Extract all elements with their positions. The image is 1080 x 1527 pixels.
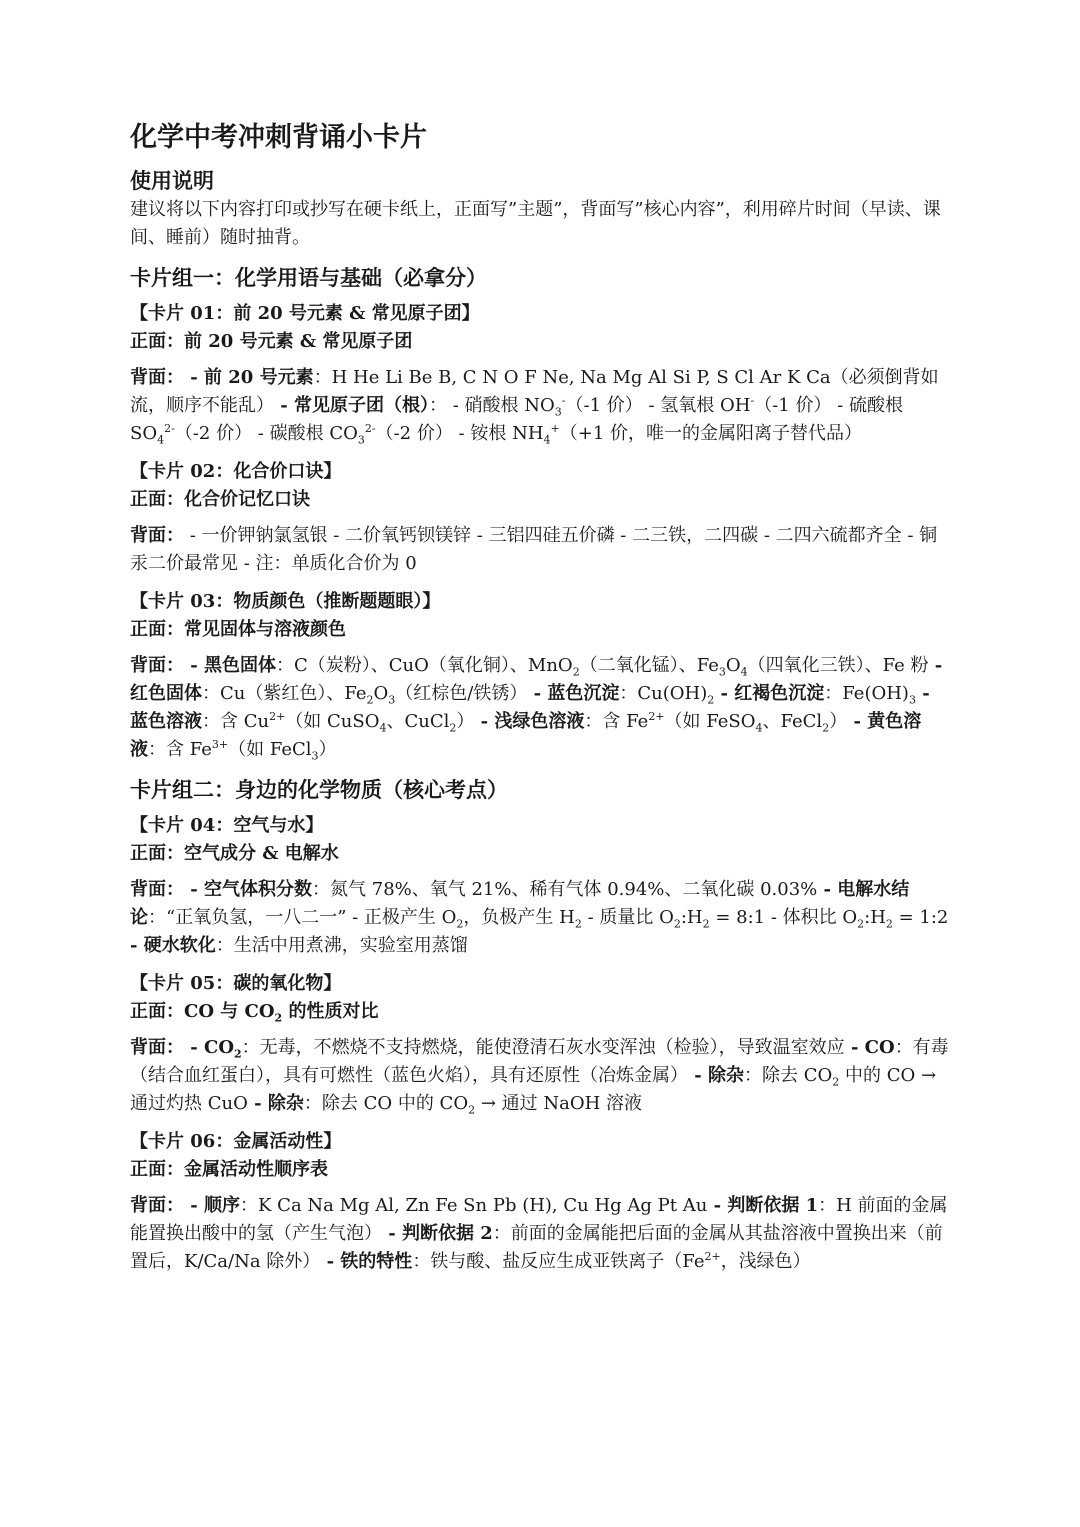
card-front: 正面：金属活动性顺序表 — [130, 1159, 328, 1180]
text-segment: （-2 价） - 碳酸根 CO — [174, 423, 358, 444]
text-segment: = 1:2 — [892, 907, 949, 928]
subscript: 3 — [554, 405, 562, 419]
card-front — [130, 998, 950, 1026]
subscript: 4 — [755, 721, 763, 735]
bold-term: 背面： — [130, 655, 184, 676]
text-segment: ：Fe(OH) — [824, 683, 909, 704]
card-title: 【卡片 02：化合价口诀】 — [130, 461, 342, 482]
text-segment: ：前面的金属能把后面的金属从其盐溶液中置换出来（前置后，K/Ca/Na 除外） — [130, 1223, 943, 1272]
text-segment: ：含 Fe — [148, 739, 212, 760]
card-title: 【卡片 04：空气与水】 — [130, 815, 324, 836]
bold-term: - 常见原子团（根） — [274, 395, 430, 416]
subscript: 3 — [357, 433, 365, 447]
bold-term: - 红褐色沉淀 — [714, 683, 825, 704]
text-segment: ：K Ca Na Mg Al, Zn Fe Sn Pb (H), Cu Hg Ag Pt Au — [240, 1195, 708, 1216]
subscript: 4 — [740, 665, 748, 679]
text-segment: O — [373, 683, 389, 704]
bold-term: - 蓝色溶液 — [130, 683, 930, 732]
superscript: 2+ — [648, 710, 665, 723]
subscript: 2 — [885, 917, 893, 931]
flash-card — [130, 812, 950, 960]
card-back — [130, 1034, 950, 1118]
bold-term: - 顺序 — [184, 1195, 241, 1216]
card-back — [130, 364, 950, 448]
bold-term: 背面： — [130, 1195, 184, 1216]
text-segment: 的性质对比 — [282, 1001, 379, 1022]
text-segment: 、CuCl — [386, 711, 450, 732]
bold-term: - CO — [184, 1037, 235, 1058]
subscript: 2 — [366, 693, 374, 707]
subscript: 2 — [572, 665, 580, 679]
subscript: 3 — [311, 749, 319, 763]
superscript: 3+ — [211, 738, 229, 751]
text-segment: ：除去 CO — [744, 1065, 833, 1086]
text-segment: ：无毒，不燃烧不支持燃烧，能使澄清石灰水变浑浊（检验），导致温室效应 — [241, 1037, 845, 1058]
subscript: 4 — [157, 433, 165, 447]
flash-card — [130, 588, 950, 764]
bold-term: - 判断依据 2 — [382, 1223, 493, 1244]
text-segment: ： - 硝酸根 NO — [429, 395, 555, 416]
bold-term: 背面： — [130, 525, 184, 546]
card-back — [130, 522, 950, 578]
superscript: + — [550, 422, 560, 435]
subscript: 4 — [543, 433, 551, 447]
text-segment: - 质量比 O — [581, 907, 674, 928]
bold-term: - 前 20 号元素 — [184, 367, 314, 388]
text-segment: （如 CuSO — [285, 711, 380, 732]
superscript: - — [750, 394, 755, 407]
text-segment: ） — [456, 711, 475, 732]
bold-term: 背面： — [130, 367, 184, 388]
text-segment: = 8:1 - 体积比 O — [709, 907, 858, 928]
flash-card — [130, 300, 950, 448]
card-front: 正面：空气成分 & 电解水 — [130, 843, 339, 864]
text-segment: ） — [829, 711, 848, 732]
bold-term: - 黄色溶液 — [130, 711, 922, 760]
text-segment: ：C（炭粉）、CuO（氧化铜）、MnO — [276, 655, 573, 676]
flash-card — [130, 458, 950, 578]
text-segment: （四氧化三铁）、Fe 粉 — [747, 655, 929, 676]
text-segment: ：H He Li Be B, C N O F Ne, Na Mg Al Si P, S Cl Ar K Ca（必须倒背如流，顺序不能乱） — [130, 367, 939, 416]
subscript: 2 — [468, 1103, 476, 1117]
subscript: 2 — [673, 917, 681, 931]
card-front: 正面：前 20 号元素 & 常见原子团 — [130, 331, 413, 352]
superscript: 2+ — [269, 710, 286, 723]
intro-heading: 使用说明 — [130, 168, 214, 193]
intro-text: 建议将以下内容打印或抄写在硬卡纸上，正面写”主题”，背面写”核心内容”，利用碎片时间（早读、课间、睡前）随时抽背。 — [130, 199, 941, 248]
card-group-heading: 卡片组二：身边的化学物质（核心考点） — [130, 777, 508, 802]
text-segment: ：Cu(OH) — [619, 683, 708, 704]
text-segment: （如 FeCl — [228, 739, 312, 760]
text-segment: （红棕色/铁锈） — [395, 683, 528, 704]
card-title: 【卡片 06：金属活动性】 — [130, 1131, 342, 1152]
card-title: 【卡片 01：前 20 号元素 & 常见原子团】 — [130, 303, 480, 324]
card-groups — [130, 262, 950, 1276]
text-segment: （-1 价） - 氢氧根 OH — [565, 395, 751, 416]
card-title: 【卡片 03：物质颜色（推断题题眼）】 — [130, 591, 441, 612]
text-segment: （如 FeSO — [664, 711, 756, 732]
bold-term: - CO — [844, 1037, 895, 1058]
card-back — [130, 652, 950, 764]
bold-term: - 电解水结论 — [130, 879, 910, 928]
subscript: 2 — [456, 917, 464, 931]
subscript: 2 — [707, 693, 715, 707]
bold-term: - 铁的特性 — [320, 1251, 413, 1272]
superscript: 2- — [164, 422, 175, 435]
subscript: 2 — [822, 721, 830, 735]
text-segment: ：有毒（结合血红蛋白），具有可燃性（蓝色火焰），具有还原性（冶炼金属） — [130, 1037, 949, 1086]
subscript: 2 — [234, 1047, 242, 1061]
text-segment: （-2 价） - 铵根 NH — [375, 423, 544, 444]
flash-card — [130, 1128, 950, 1276]
subscript: 2 — [832, 1075, 840, 1089]
bold-term: 背面： — [130, 879, 184, 900]
bold-term: - 空气体积分数 — [184, 879, 313, 900]
text-segment: :H — [864, 907, 886, 928]
text-segment: 、FeCl — [762, 711, 823, 732]
card-back — [130, 1192, 950, 1276]
superscript: 2+ — [704, 1250, 721, 1263]
text-segment: → 通过 NaOH 溶液 — [475, 1093, 642, 1114]
subscript: 2 — [274, 1011, 283, 1025]
text-segment: ：生活中用煮沸，实验室用蒸馏 — [215, 935, 468, 956]
text-segment: （+1 价，唯一的金属阳离子替代品） — [559, 423, 863, 444]
superscript: - — [561, 394, 566, 407]
subscript: 2 — [574, 917, 582, 931]
text-segment: ，负极产生 H — [463, 907, 575, 928]
text-segment: ） — [318, 739, 337, 760]
text-segment: ：含 Cu — [202, 711, 270, 732]
bold-term: - 黑色固体 — [184, 655, 277, 676]
card-front: 正面：常见固体与溶液颜色 — [130, 619, 346, 640]
text-segment: :H — [680, 907, 703, 928]
bold-term: - 判断依据 1 — [707, 1195, 819, 1216]
bold-term: - 除杂 — [247, 1093, 304, 1114]
subscript: 4 — [379, 721, 387, 735]
card-title: 【卡片 05：碳的氧化物】 — [130, 973, 342, 994]
subscript: 2 — [857, 917, 865, 931]
bold-term: 背面： — [130, 1037, 184, 1058]
text-segment: 正面：CO 与 CO — [130, 1001, 275, 1022]
text-segment: ：除去 CO 中的 CO — [303, 1093, 469, 1114]
text-segment: ：H 前面的金属能置换出酸中的氢（产生气泡） — [130, 1195, 948, 1244]
text-segment: ：Cu（紫红色）、Fe — [202, 683, 367, 704]
bold-term: - 除杂 — [688, 1065, 745, 1086]
card-front: 正面：化合价记忆口诀 — [130, 489, 310, 510]
subscript: 3 — [908, 693, 916, 707]
card-group-heading: 卡片组一：化学用语与基础（必拿分） — [130, 265, 487, 290]
subscript: 2 — [702, 917, 710, 931]
page-title: 化学中考冲刺背诵小卡片 — [130, 122, 427, 153]
text-segment: 中的 CO → 通过灼热 CuO — [130, 1065, 937, 1114]
text-segment: （二氧化锰）、Fe — [579, 655, 719, 676]
bold-term: - 硬水软化 — [130, 935, 216, 956]
text-segment: ：氮气 78%、氧气 21%、稀有气体 0.94%、二氧化碳 0.03% — [312, 879, 818, 900]
bold-term: - 浅绿色溶液 — [474, 711, 585, 732]
text-segment: ：含 Fe — [584, 711, 649, 732]
text-segment: - 一价钾钠氯氢银 - 二价氧钙钡镁锌 - 三铝四硅五价磷 - 二三铁，二四碳 - 二四六硫都齐全 - 铜汞二价最常见 - 注：单质化合价为 0 — [130, 525, 938, 574]
flash-card — [130, 970, 950, 1118]
bold-term: - 红色固体 — [130, 655, 943, 704]
subscript: 3 — [388, 693, 396, 707]
subscript: 2 — [449, 721, 457, 735]
superscript: 2- — [364, 422, 376, 435]
card-back — [130, 876, 950, 960]
text-segment: O — [725, 655, 741, 676]
text-segment: ：“正氧负氢，一八二一” - 正极产生 O — [148, 907, 457, 928]
text-segment: （-1 价） - 硫酸根 SO — [130, 395, 903, 444]
text-segment: ，浅绿色） — [720, 1251, 811, 1272]
text-segment: ：铁与酸、盐反应生成亚铁离子（Fe — [412, 1251, 705, 1272]
subscript: 3 — [718, 665, 726, 679]
bold-term: - 蓝色沉淀 — [527, 683, 620, 704]
